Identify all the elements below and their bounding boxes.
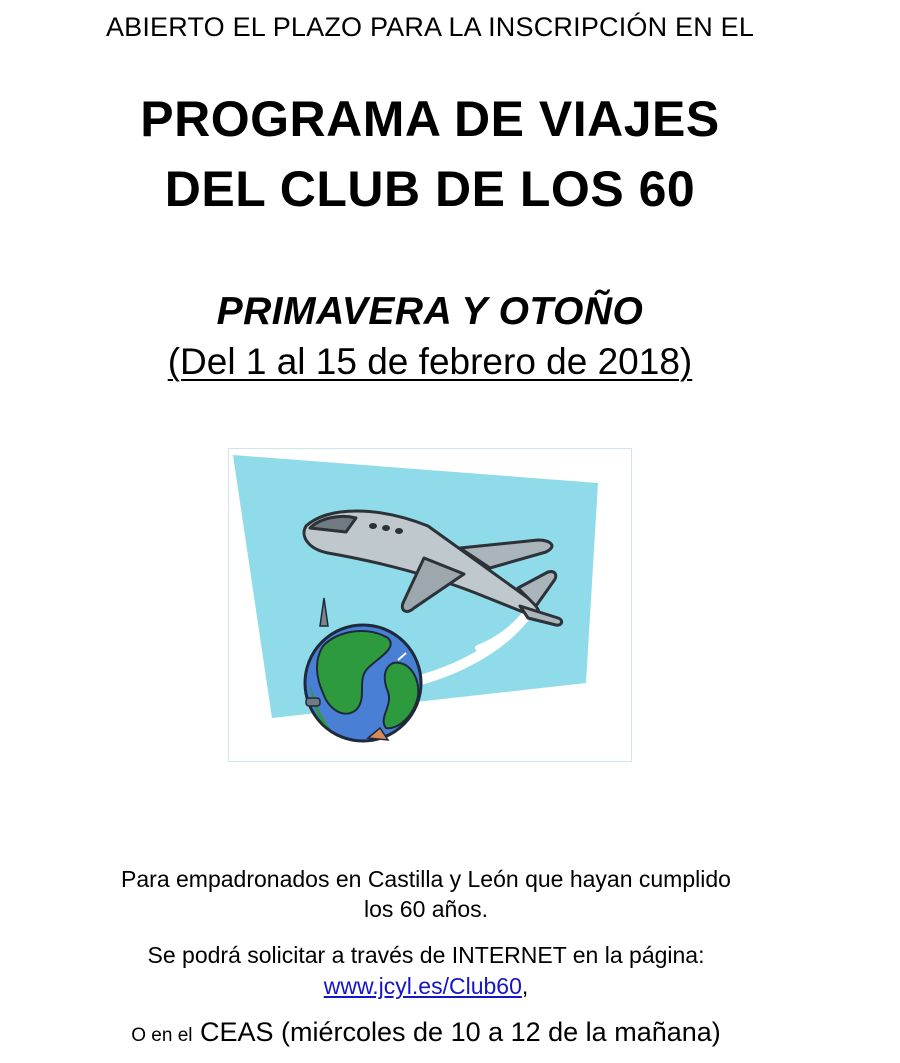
ceas-text: CEAS (miércoles de 10 a 12 de la mañana) [192,1017,721,1047]
title-line-1: PROGRAMA DE VIAJES [140,91,720,147]
club60-link[interactable]: www.jcyl.es/Club60 [323,973,522,999]
registration-dates: (Del 1 al 15 de febrero de 2018) [167,341,693,382]
ceas-prefix: O en el [131,1025,193,1046]
airplane-globe-icon [228,448,632,762]
link-suffix: , [521,973,529,999]
eligibility-line-1: Para empadronados en Castilla y León que hayan cumplido [121,866,731,892]
ceas-line [0,1017,852,1048]
internet-instructions: Se podrá solicitar a través de INTERNET en la página: [147,942,705,968]
season-label: PRIMAVERA Y OTOÑO [216,290,644,333]
website-line [0,973,852,1000]
announcement-line: ABIERTO EL PLAZO PARA LA INSCRIPCIÓN EN EL [105,12,755,42]
title-line-2: DEL CLUB DE LOS 60 [164,161,696,217]
eligibility-line-2: los 60 años. [363,896,489,922]
